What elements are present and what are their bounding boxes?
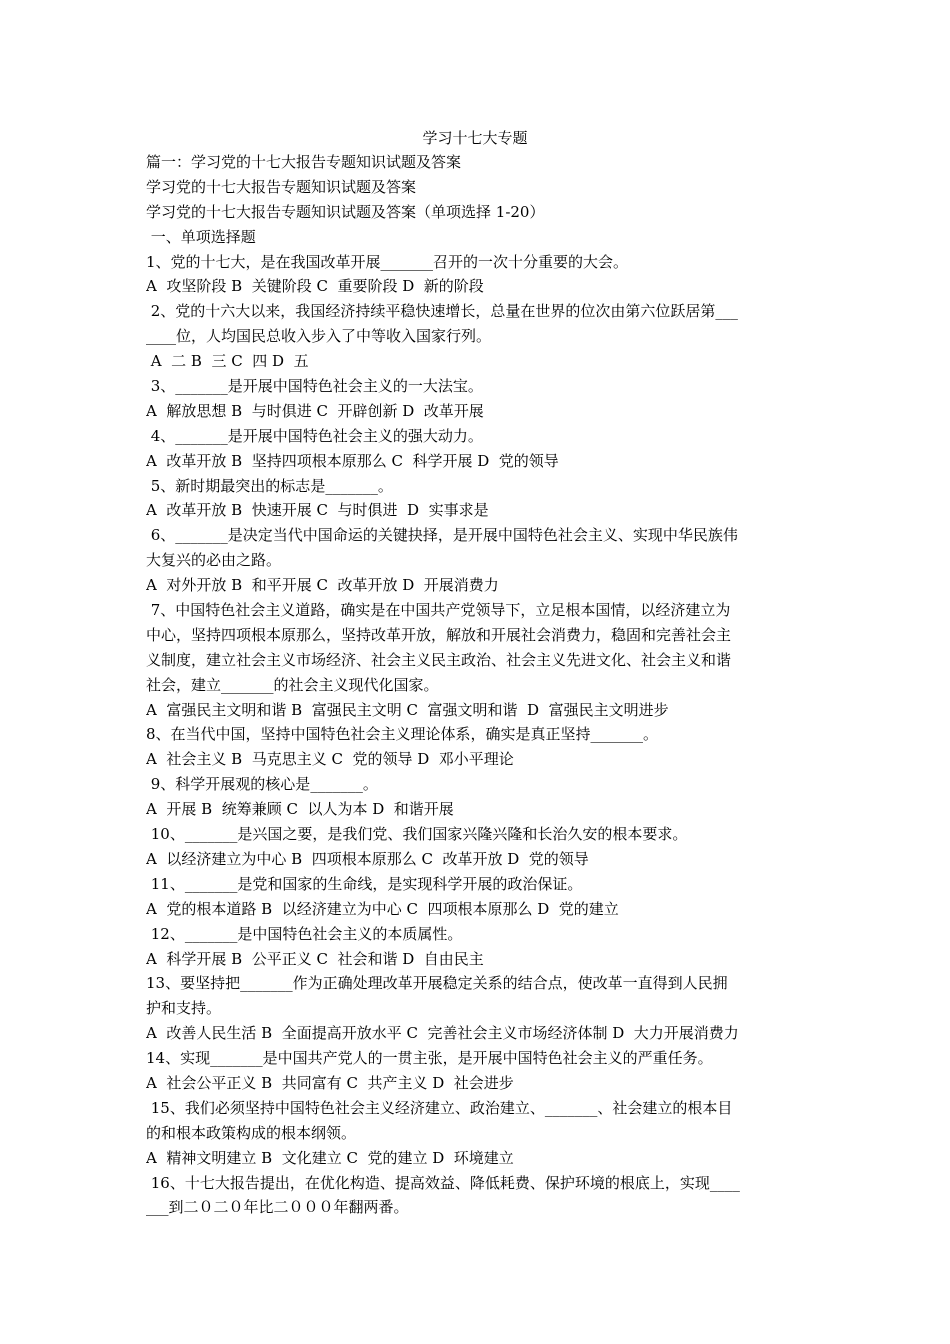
text-line: 社会，建立_______的社会主义现代化国家。 [146,675,439,694]
text-line: ___到二０二０年比二０００年翻两番。 [146,1198,409,1217]
text-line: 13、要坚持把_______作为正确处理改革开展稳定关系的结合点，使改革一直得到人民拥 [146,974,728,993]
text-line: 4、_______是开展中国特色社会主义的强大动力。 [146,426,483,445]
text-line: A 富强民主文明和谐 B 富强民主文明 C 富强文明和谐 D 富强民主文明进步 [146,700,669,719]
text-line: 6、_______是决定当代中国命运的关键抉择，是开展中国特色社会主义、实现中华民族伟 [146,526,738,545]
text-line: A 改善人民生活 B 全面提高开放水平 C 完善社会主义市场经济体制 D 大力开展消费力 [146,1024,739,1043]
text-line: A 精神文明建立 B 文化建立 C 党的建立 D 环境建立 [146,1148,514,1167]
text-line: 16、十七大报告提出，在优化构造、提高效益、降低耗费、保护环境的根底上，实现____ [146,1173,740,1192]
text-line: 篇一：学习党的十七大报告专题知识试题及答案 [146,153,462,171]
text-line: A 改革开放 B 坚持四项根本原那么 C 科学开展 D 党的领导 [146,451,559,470]
text-line: 14、实现_______是中国共产党人的一贯主张，是开展中国特色社会主义的严重任务。 [146,1049,713,1068]
text-line: 的和根本政策构成的根本纲领。 [146,1123,357,1142]
text-line: 7、中国特色社会主义道路，确实是在中国共产党领导下，立足根本国情，以经济建立为 [146,601,731,620]
text-line: A 社会公平正义 B 共同富有 C 共产主义 D 社会进步 [146,1073,514,1092]
document-title: 学习十七大专题 [422,129,528,147]
text-line: 12、_______是中国特色社会主义的本质属性。 [146,924,463,943]
text-line: 3、_______是开展中国特色社会主义的一大法宝。 [146,377,483,396]
text-line: 10、_______是兴国之要，是我们党、我们国家兴隆兴隆和长治久安的根本要求。 [146,825,688,844]
text-line: 护和支持。 [146,999,222,1018]
text-line: A 科学开展 B 公平正义 C 社会和谐 D 自由民主 [146,949,484,968]
text-line: 11、_______是党和国家的生命线，是实现科学开展的政治保证。 [146,874,583,893]
text-line: A 解放思想 B 与时俱进 C 开辟创新 D 改革开展 [146,401,484,420]
text-line: 大复兴的必由之路。 [146,551,282,570]
text-line: A 改革开放 B 快速开展 C 与时俱进 D 实事求是 [146,501,489,520]
text-line: A 以经济建立为中心 B 四项根本原那么 C 改革开放 D 党的领导 [146,849,589,868]
text-line: 5、新时期最突出的标志是_______。 [146,476,393,495]
text-line: A 党的根本道路 B 以经济建立为中心 C 四项根本原那么 D 党的建立 [146,899,619,918]
text-line: 1、党的十七大，是在我国改革开展_______召开的一次十分重要的大会。 [146,252,629,271]
text-line: A 对外开放 B 和平开展 C 改革开放 D 开展消费力 [146,576,499,595]
text-line: 义制度，建立社会主义市场经济、社会主义民主政治、社会主义先进文化、社会主义和谐 [146,650,732,669]
document-body [146,150,810,1220]
text-line: 9、科学开展观的核心是_______。 [146,775,378,794]
text-line: A 开展 B 统筹兼顾 C 以人为本 D 和谐开展 [146,800,454,819]
text-line: 15、我们必须坚持中国特色社会主义经济建立、政治建立、_______、社会建立的根本目 [146,1098,733,1117]
text-line: 学习党的十七大报告专题知识试题及答案 [146,177,417,196]
text-line: A 二 B 三 C 四 D 五 [146,352,309,371]
text-line: A 社会主义 B 马克思主义 C 党的领导 D 邓小平理论 [146,750,514,769]
text-line: 8、在当代中国，坚持中国特色社会主义理论体系，确实是真正坚持_______。 [146,725,659,744]
text-line: 学习党的十七大报告专题知识试题及答案（单项选择 1-20） [146,202,545,221]
text-line: ____位，人均国民总收入步入了中等收入国家行列。 [146,327,492,346]
text-line: A 攻坚阶段 B 关键阶段 C 重要阶段 D 新的阶段 [146,277,484,296]
text-line: 一、单项选择题 [146,227,256,246]
text-line: 中心，坚持四项根本原那么，坚持改革开放，解放和开展社会消费力，稳固和完善社会主 [146,625,732,644]
text-line: 2、党的十六大以来，我国经济持续平稳快速增长，总量在世界的位次由第六位跃居第___ [146,302,738,321]
